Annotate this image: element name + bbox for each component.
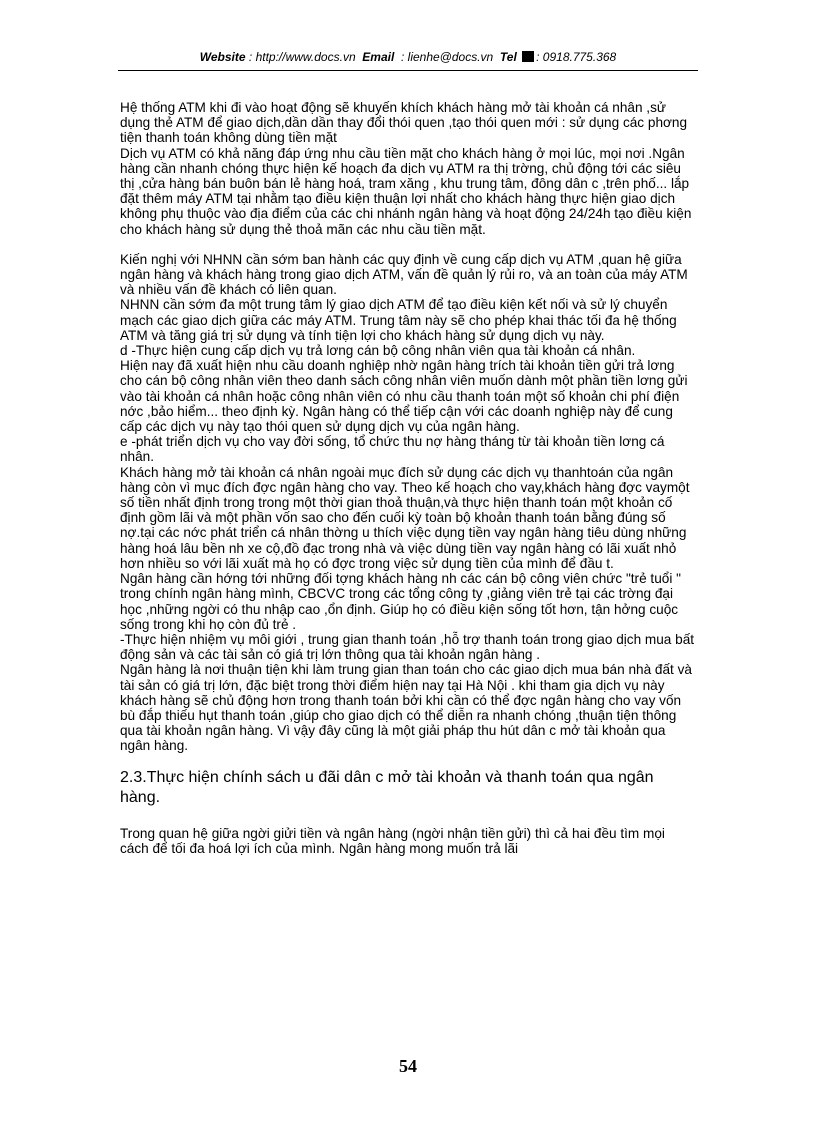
paragraph: Kiến nghị với NHNN cần sớm ban hành các quy định về cung cấp dịch vụ ATM ,quan hệ giữa ngân hàng và khách hàng trong giao dịch ATM, vấn đề quản lý rủi ro, và an toàn của máy ATM và nhiều vấn đề khách có liên quan. (120, 251, 688, 298)
header-divider (118, 70, 698, 71)
tel-label: Tel (499, 50, 517, 64)
paragraph: d -Thực hiện cung cấp dịch vụ trả lơng cán bộ công nhân viên qua tài khoản cá nhân. (120, 343, 636, 359)
paragraph: e -phát triển dịch vụ cho vay đời sống, tổ chức thu nợ hàng tháng từ tài khoản tiền lơng cá nhân. (120, 434, 665, 465)
tel-value: : 0918.775.368 (536, 50, 617, 64)
paragraph: NHNN cần sớm đa một trung tâm lý giao dịch ATM để tạo điều kiện kết nối và sử lý chuyển mạch các giao dịch giữa các máy ATM. Trung tâm này sẽ cho phép khai thác tối đa hệ thống ATM và tăng giá trị sử dụng và tính tiện lợi cho khách hàng sử dụng dịch vụ này. (120, 297, 677, 343)
email-label: Email (362, 50, 395, 64)
paragraph: Ngân hàng cần hớng tới những đối tợng khách hàng nh các cán bộ công viên chức "trẻ tuổi " trong chính ngân hàng mình, CBCVC trong các tổng công ty ,giảng viên trẻ tại các trờng đại học ,những ngời có thu nhập cao ,ổn định. Giúp họ có điều kiện sống tốt hơn, tận hởng cuộc sống trong khi họ còn đủ trẻ . (120, 571, 681, 632)
section-heading: 2.3.Thực hiện chính sách u đãi dân c mở tài khoản và thanh toán qua ngân hàng. (120, 768, 654, 806)
document-body (120, 100, 696, 856)
paragraph: Hệ thống ATM khi đi vào hoạt động sẽ khuyến khích khách hàng mở tài khoản cá nhân ,sử dụng thẻ ATM để giao dịch,dần dần thay đổi thói quen ,tạo thói quen mới : sử dụng các phơng tiện thanh toán không dùng tiền mặt (120, 100, 688, 146)
paragraph: Trong quan hệ giữa ngời giửi tiền và ngân hàng (ngời nhận tiền gửi) thì cả hai đều tìm mọi cách để tối đa hoá lợi ích của mình. Ngân hàng mong muốn trả lãi (120, 825, 665, 856)
page-number: 54 (399, 1056, 417, 1076)
page-header (118, 50, 698, 64)
paragraph: Hiện nay đã xuất hiện nhu cầu doanh nghiệp nhờ ngân hàng trích tài khoản tiền gửi trả lơng cho cán bộ công nhân viên theo danh sách công nhân viên muốn dành một phần tiền lơng gửi vào tài khoản cá nhân hoặc công nhân viên có nhu cầu thanh toán một số khoản chi phí điện nớc ,bảo hiểm... theo định kỳ. Ngân hàng có thể tiếp cận với các doanh nghiệp này để cung cấp các dịch vụ này tạo thói quen sử dụng dịch vụ của ngân hàng. (120, 358, 688, 435)
website-label: Website (199, 50, 246, 64)
paragraph: Dịch vụ ATM có khả năng đáp ứng nhu cầu tiền mặt cho khách hàng ở mọi lúc, mọi nơi .Ngân hàng cần nhanh chóng thực hiện kế hoạch đa dịch vụ ATM ra thị trờng, chủ động tới các siêu thị ,cửa hàng bán buôn bán lẻ hàng hoá, tram xăng , khu trung tâm, đông dân c ,trên phố... lắp đặt thêm máy ATM tại nhằm tạo điều kiện thuận lợi nhất cho khách hàng thực hiện giao dịch không phụ thuộc vào địa điểm của các chi nhánh ngân hàng và hoạt động 24/24h tạo điều kiện cho khách hàng sử dụng thẻ thoả mãn các nhu cầu tiền mặt. (120, 145, 692, 237)
paragraph: -Thực hiện nhiệm vụ môi giới , trung gian thanh toán ,hỗ trợ thanh toán trong giao dịch mua bất động sản và các tài sản có giá trị lớn thông qua tài khoản ngân hàng . (120, 631, 695, 663)
paragraph: Ngân hàng là nơi thuận tiện khi làm trung gian than toán cho các giao dịch mua bán nhà đất và tài sản có giá trị lớn, đặc biệt trong thời điểm hiện nay tại Hà Nội . khi tham gia dịch vụ này khách hàng sẽ chủ động hơn trong thanh toán bởi khi cần có thể đợc ngân hàng cho vay vốn bù đắp thiếu hụt thanh toán ,giúp cho giao dịch có thể diễn ra nhanh chóng ,thuận tiện thông qua tài khoản ngân hàng. Vì vậy đây cũng là một giải pháp thu hút dân c mở tài khoản qua ngân hàng. (120, 662, 692, 754)
paragraph: Khách hàng mở tài khoản cá nhân ngoài mục đích sử dụng các dịch vụ thanhtoán của ngân hàng còn vì mục đích đợc ngân hàng cho vay. Theo kế hoạch cho vay,khách hàng đợc vaymột số tiền nhất định trong trong một thời gian thoả thuận,và thực hiện thanh toán một khoản cố định gồm lãi và một phần vốn sao cho đến cuối kỳ toàn bộ khoản thanh toán bằng đúng số nợ.tại các nớc phát triển cá nhân thờng u thích việc dụng tiền vay ngân hàng tiêu dùng những hàng hoá lâu bền nh xe cộ,đồ đạc trong nhà và việc dùng tiền vay ngân hàng có lãi xuất nhỏ hơn nhiều so với lãi xuất mà họ có đợc trong việc sử dụng tiền của mình để đầu t. (120, 464, 690, 571)
phone-icon (522, 51, 534, 62)
website-value: : http://www.docs.vn (248, 50, 356, 64)
email-value: : lienhe@docs.vn (400, 50, 494, 64)
